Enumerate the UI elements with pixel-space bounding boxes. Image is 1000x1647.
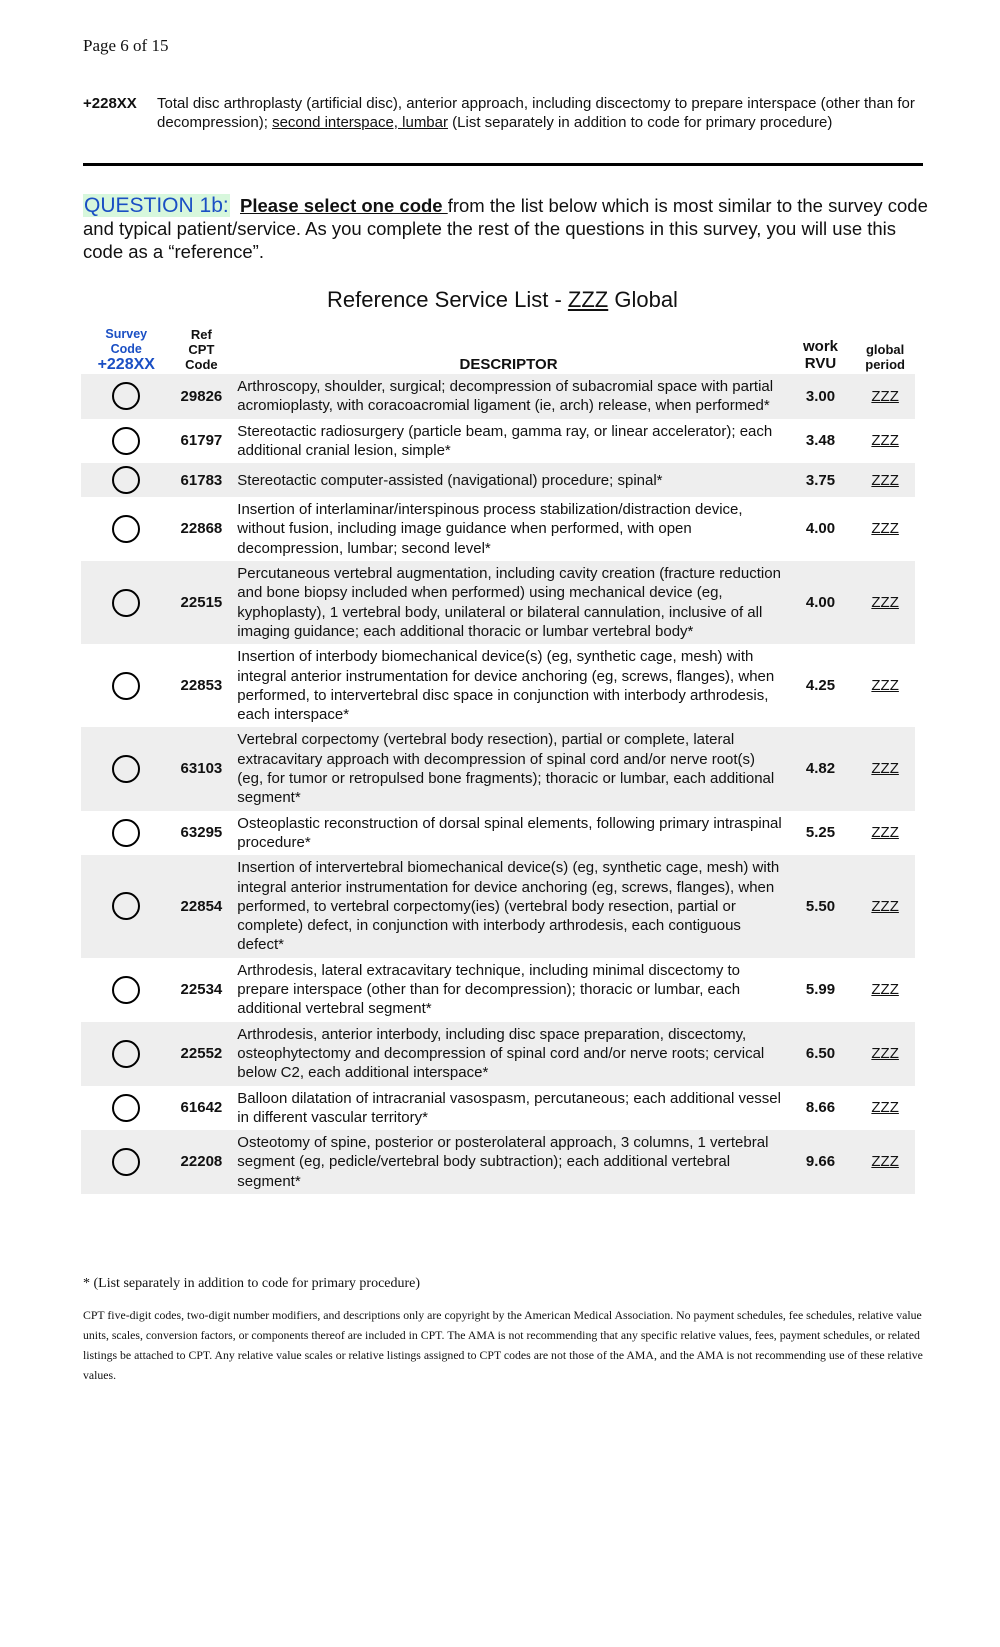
survey-desc-underlined: second interspace, lumbar xyxy=(272,114,448,131)
work-rvu: 8.66 xyxy=(805,1099,836,1117)
select-radio-button[interactable] xyxy=(112,819,140,847)
header-ref-line1: Ref xyxy=(190,327,212,342)
question-emphasis: Please select one code xyxy=(240,195,448,216)
radio-cell xyxy=(81,463,172,497)
work-rvu: 9.66 xyxy=(786,1130,856,1194)
select-radio-button[interactable] xyxy=(112,515,140,543)
global-period: ZZZ xyxy=(855,855,915,957)
table-row xyxy=(81,1130,915,1194)
select-radio-button[interactable] xyxy=(112,976,140,1004)
table-row xyxy=(81,374,915,419)
cpt-code: 22534 xyxy=(180,981,223,999)
global-period: ZZZ xyxy=(871,520,899,538)
table-row xyxy=(81,463,915,497)
cpt-descriptor: Osteotomy of spine, posterior or posterolateral approach, 3 columns, 1 vertebral segment (eg, pedicle/vertebral body subtraction); each additional vertebral segment* xyxy=(231,1130,785,1194)
cpt-descriptor: Osteoplastic reconstruction of dorsal spinal elements, following primary intraspinal procedure* xyxy=(237,814,782,851)
select-radio-button[interactable] xyxy=(112,1040,140,1068)
cpt-descriptor: Insertion of interlaminar/interspinous process stabilization/distraction device, without fusion, including image guidance when performed, with open decompression, lumbar; second level* xyxy=(237,501,743,557)
survey-desc-text: Total disc arthroplasty (artificial disc), anterior approach, including discectomy to prepare interspace (other than for decompression); xyxy=(157,95,915,131)
table-row xyxy=(81,644,915,727)
select-radio-button[interactable] xyxy=(112,892,140,920)
select-radio-button[interactable] xyxy=(112,466,140,494)
table-header-row xyxy=(81,327,915,374)
select-radio-button[interactable] xyxy=(112,1148,140,1176)
work-rvu: 4.00 xyxy=(805,520,836,538)
list-title-global: ZZZ xyxy=(567,287,609,312)
reference-list-title xyxy=(0,287,1000,313)
table-row xyxy=(81,419,915,464)
table-row xyxy=(81,855,915,957)
global-period: ZZZ xyxy=(871,432,899,450)
header-global-line2: period xyxy=(865,357,905,372)
select-radio-button[interactable] xyxy=(112,427,140,455)
question-label-text: QUESTION 1b xyxy=(84,194,223,217)
work-rvu: 4.00 xyxy=(786,561,856,644)
radio-cell xyxy=(81,1130,172,1194)
select-radio-button[interactable] xyxy=(112,382,140,410)
cpt-descriptor: Arthroscopy, shoulder, surgical; decompression of subacromial space with partial acromioplasty, with coracoacromial ligament (ie, arch) release, when performed* xyxy=(231,374,785,419)
select-radio-button[interactable] xyxy=(112,1094,140,1122)
copyright-notice: CPT five-digit codes, two-digit number modifiers, and descriptions only are copyright by the American Medical Association. No payment schedules, fee schedules, relative value units, scales, conversion factors, or components thereof are included in CPT. The AMA is not recommending that any specific relative values, fees, payment schedules, or related listings be attached to CPT. Any relative value scales or relative listings assigned to CPT codes are not those of the AMA, and the AMA is not recommending use of these relative values. xyxy=(83,1308,923,1382)
header-survey-code-value: +228XX xyxy=(97,356,155,373)
global-period: ZZZ xyxy=(871,981,899,999)
cpt-descriptor: Insertion of interbody biomechanical device(s) (eg, synthetic cage, mesh) with integral anterior instrumentation for device anchoring (eg, screws, flanges), when performed, to intervertebral disc space in conjunction with interbody arthrodesis, each interspace* xyxy=(237,648,775,724)
header-survey-code xyxy=(81,327,172,374)
list-title-suffix: Global xyxy=(608,287,678,312)
table-row xyxy=(81,1086,915,1131)
radio-cell xyxy=(81,497,172,561)
cpt-code: 61797 xyxy=(180,432,223,450)
header-global-period xyxy=(855,327,915,374)
cpt-descriptor: Stereotactic radiosurgery (particle beam, gamma ray, or linear accelerator); each additional cranial lesion, simple* xyxy=(237,422,773,459)
cpt-code: 61783 xyxy=(172,463,232,497)
cpt-code: 22552 xyxy=(172,1022,232,1086)
global-period: ZZZ xyxy=(855,463,915,497)
survey-code-description xyxy=(83,94,923,132)
header-rvu-line2: RVU xyxy=(804,355,837,372)
table-row xyxy=(81,811,915,856)
cpt-code: 63103 xyxy=(172,727,232,810)
survey-code: +228XX xyxy=(83,95,137,112)
question-prompt xyxy=(83,194,933,263)
radio-cell xyxy=(81,1022,172,1086)
cpt-code: 22208 xyxy=(172,1130,232,1194)
list-title-prefix: Reference Service List - xyxy=(327,287,568,312)
radio-cell xyxy=(81,374,172,419)
divider-rule xyxy=(83,163,923,166)
header-rvu-line1: work xyxy=(802,338,838,355)
global-period: ZZZ xyxy=(855,561,915,644)
cpt-code: 22515 xyxy=(172,561,232,644)
radio-cell xyxy=(81,561,172,644)
header-survey-line2: Code xyxy=(110,342,142,356)
cpt-descriptor: Vertebral corpectomy (vertebral body resection), partial or complete, lateral extracavitary approach with decompression of spinal cord and/or nerve root(s) (eg, for tumor or retropulsed bone fragments); thoracic or lumbar, each additional segment* xyxy=(231,727,785,810)
select-radio-button[interactable] xyxy=(112,672,140,700)
global-period: ZZZ xyxy=(871,824,899,842)
question-label xyxy=(83,194,230,217)
cpt-code: 22868 xyxy=(180,520,223,538)
radio-cell xyxy=(81,419,172,464)
cpt-descriptor: Arthrodesis, lateral extracavitary technique, including minimal discectomy to prepare interspace (other than for decompression); thoracic or lumbar, each additional vertebral segment* xyxy=(237,961,741,1018)
table-row xyxy=(81,1022,915,1086)
work-rvu: 3.48 xyxy=(805,432,836,450)
header-work-rvu xyxy=(786,327,856,374)
work-rvu: 3.00 xyxy=(786,374,856,419)
radio-cell xyxy=(81,727,172,810)
work-rvu: 4.25 xyxy=(805,677,836,695)
cpt-code: 63295 xyxy=(180,824,223,842)
cpt-descriptor: Arthrodesis, anterior interbody, including disc space preparation, discectomy, osteophytectomy and decompression of spinal cord and/or nerve roots; cervical below C2, each additional interspace* xyxy=(231,1022,785,1086)
work-rvu: 5.99 xyxy=(805,981,836,999)
survey-description xyxy=(157,94,923,132)
cpt-code: 22853 xyxy=(180,677,223,695)
work-rvu: 5.50 xyxy=(786,855,856,957)
survey-desc-suffix: (List separately in addition to code for primary procedure) xyxy=(448,114,833,131)
global-period: ZZZ xyxy=(855,1022,915,1086)
work-rvu: 5.25 xyxy=(805,824,836,842)
cpt-descriptor: Balloon dilatation of intracranial vasospasm, percutaneous; each additional vessel in different vascular territory* xyxy=(237,1089,781,1126)
cpt-descriptor: Percutaneous vertebral augmentation, including cavity creation (fracture reduction and bone biopsy included when performed) using mechanical device (eg, kyphoplasty), 1 vertebral body, unilateral or bilateral cannulation, inclusive of all imaging guidance; each additional thoracic or lumbar vertebral body* xyxy=(231,561,785,644)
header-ref-cpt xyxy=(172,327,232,374)
select-radio-button[interactable] xyxy=(112,589,140,617)
table-row xyxy=(81,561,915,644)
table-row xyxy=(81,958,915,1022)
radio-cell xyxy=(81,644,172,727)
cpt-code: 22854 xyxy=(172,855,232,957)
cpt-descriptor: Stereotactic computer-assisted (navigational) procedure; spinal* xyxy=(231,463,785,497)
global-period: ZZZ xyxy=(871,677,899,695)
header-ref-line3: Code xyxy=(185,357,218,372)
table-row xyxy=(81,727,915,810)
radio-cell xyxy=(81,811,172,856)
header-descriptor: DESCRIPTOR xyxy=(459,356,558,373)
global-period: ZZZ xyxy=(855,727,915,810)
table-row xyxy=(81,497,915,561)
page-number: Page 6 of 15 xyxy=(83,36,169,55)
radio-cell xyxy=(81,855,172,957)
work-rvu: 4.82 xyxy=(786,727,856,810)
reference-service-table xyxy=(81,327,915,1194)
work-rvu: 6.50 xyxy=(786,1022,856,1086)
question-text: from the list below which is most similar to the survey code and typical patient/service. As you complete the rest of the questions in this survey, you will use this code as a “reference”. xyxy=(83,195,928,262)
header-ref-line2: CPT xyxy=(188,342,215,357)
cpt-code: 61642 xyxy=(180,1099,223,1117)
radio-cell xyxy=(81,1086,172,1131)
cpt-code: 29826 xyxy=(172,374,232,419)
global-period: ZZZ xyxy=(855,1130,915,1194)
radio-cell xyxy=(81,958,172,1022)
select-radio-button[interactable] xyxy=(112,755,140,783)
header-survey-line1: Survey xyxy=(105,327,148,341)
global-period: ZZZ xyxy=(871,1099,899,1117)
cpt-descriptor: Insertion of intervertebral biomechanical device(s) (eg, synthetic cage, mesh) with integral anterior instrumentation for device anchoring (eg, screws, flanges), when performed, to vertebral corpectomy(ies) (vertebral body resection, partial or complete) defect, in conjunction with interbody arthrodesis, each contiguous defect* xyxy=(231,855,785,957)
footnote: * (List separately in addition to code for primary procedure) xyxy=(83,1276,421,1291)
work-rvu: 3.75 xyxy=(786,463,856,497)
question-label-colon: : xyxy=(222,194,229,217)
global-period: ZZZ xyxy=(855,374,915,419)
header-global-line1: global xyxy=(865,342,905,357)
